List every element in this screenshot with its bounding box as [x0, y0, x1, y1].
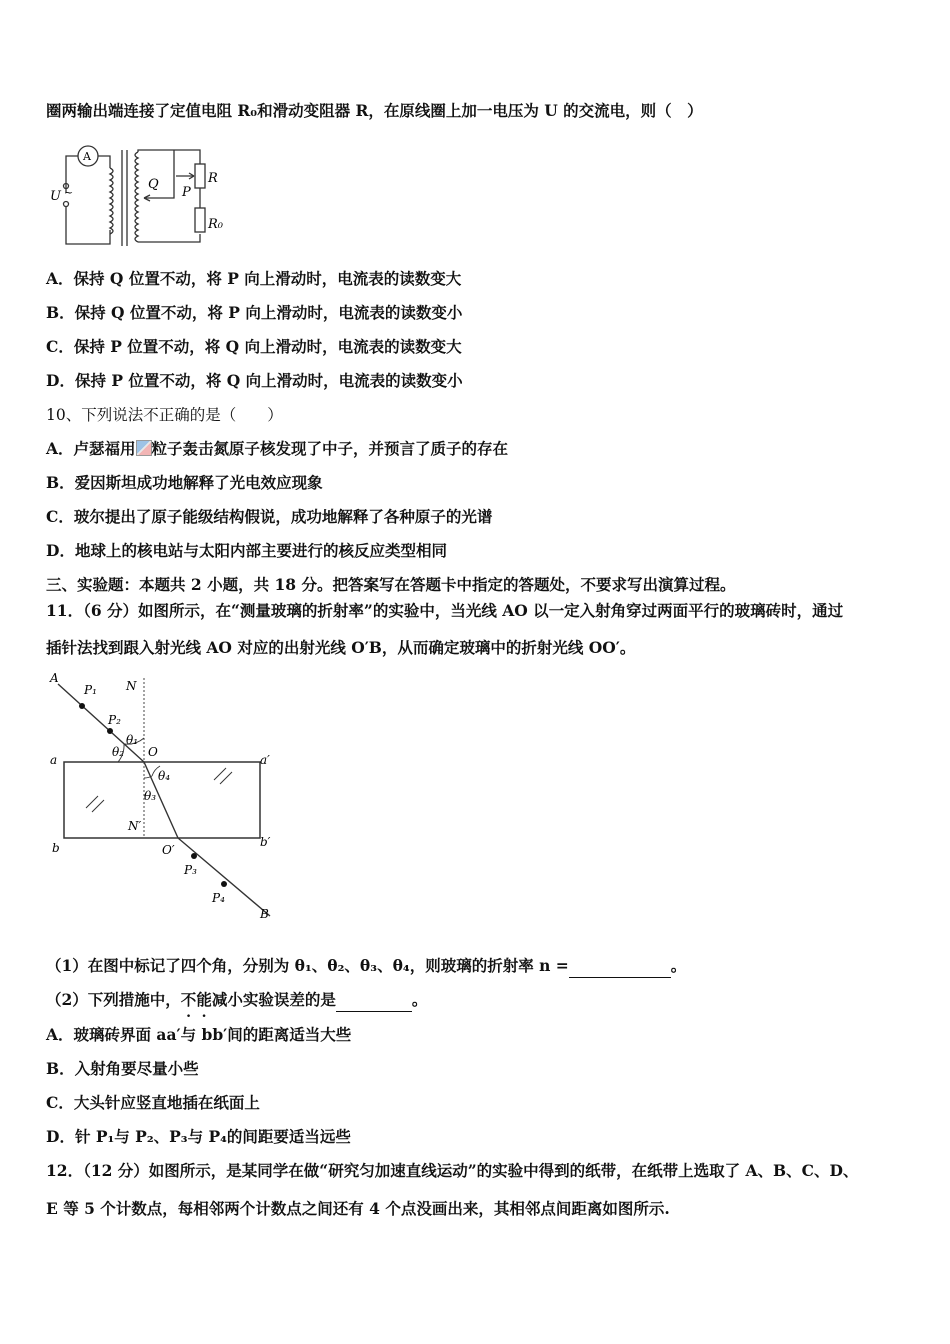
q10-option-d: D．地球上的核电站与太阳内部主要进行的核反应类型相同 [46, 541, 447, 560]
r-label: R [208, 171, 218, 186]
svg-text:~: ~ [64, 186, 74, 199]
label-O: O [148, 745, 158, 759]
q12-line2: E 等 5 个计数点，每相邻两个计数点之间还有 4 个点没画出来，其相邻点间距离如图所示. [46, 1199, 670, 1218]
label-P4: P₄ [212, 891, 225, 905]
q9-option-a: A．保持 Q 位置不动，将 P 向上滑动时，电流表的读数变大 [46, 269, 462, 288]
q12-line1: 12．（12 分）如图所示，是某同学在做“研究匀加速直线运动”的实验中得到的纸带，在纸带上选取了 A、B、C、D、 [46, 1161, 859, 1180]
label-a: a [50, 753, 58, 767]
q11-option-a: A．玻璃砖界面 aa′与 bb′间的距离适当大些 [46, 1025, 352, 1044]
answer-blank-1[interactable] [569, 955, 671, 978]
alpha-image-icon [136, 440, 152, 456]
q11-line1: 11．（6 分）如图所示，在“测量玻璃的折射率”的实验中，当光线 AO 以一定入射角穿过两面平行的玻璃砖时，通过 [46, 601, 844, 620]
q9-option-b: B．保持 Q 位置不动，将 P 向上滑动时，电流表的读数变小 [46, 303, 463, 322]
label-B: B [260, 907, 269, 921]
section3-header: 三、实验题：本题共 2 小题，共 18 分。把答案写在答题卡中指定的答题处，不要求写出演算过程。 [46, 575, 736, 594]
ammeter-label: A [83, 150, 91, 163]
label-theta3: θ₃ [144, 789, 157, 803]
transformer-circuit-diagram [44, 138, 234, 250]
q10-option-c: C．玻尔提出了原子能级结构假说，成功地解释了各种原子的光谱 [46, 507, 493, 526]
q11-sub2: （2）下列措施中，不能减小实验误差的是 。 [46, 989, 427, 1012]
glass-refraction-diagram [44, 668, 284, 928]
label-P3: P₃ [184, 863, 197, 877]
q10-option-b: B．爱因斯坦成功地解释了光电效应现象 [46, 473, 323, 492]
q11-option-b: B．入射角要尽量小些 [46, 1059, 199, 1078]
q11-option-c: C．大头针应竖直地插在纸面上 [46, 1093, 260, 1112]
label-N: N [126, 679, 137, 693]
p-label: P [182, 185, 191, 200]
label-P1: P₁ [84, 683, 97, 697]
q9-stem: 圈两输出端连接了定值电阻 R₀和滑动变阻器 R，在原线圈上加一电压为 U 的交流电，则（ ） [46, 101, 703, 120]
label-a-prime: a′ [260, 753, 270, 767]
label-theta4: θ₄ [158, 769, 171, 783]
q11-sub1: （1）在图中标记了四个角，分别为 θ₁、θ₂、θ₃、θ₄，则玻璃的折射率 n = 。 [46, 955, 686, 978]
q11-option-d: D．针 P₁与 P₂、P₃与 P₄的间距要适当远些 [46, 1127, 351, 1146]
label-P2: P₂ [108, 713, 121, 727]
voltage-label: U [50, 189, 61, 204]
label-theta1: θ₁ [126, 733, 139, 747]
q11-line2: 插针法找到跟入射光线 AO 对应的出射光线 O′B，从而确定玻璃中的折射光线 OO′。 [46, 638, 636, 657]
q9-option-c: C．保持 P 位置不动，将 Q 向上滑动时，电流表的读数变大 [46, 337, 462, 356]
label-A: A [50, 671, 59, 685]
q-label: Q [148, 177, 159, 192]
label-b: b [52, 841, 60, 855]
label-b-prime: b′ [260, 835, 271, 849]
label-theta2: θ₂ [112, 745, 125, 759]
q9-option-d: D．保持 P 位置不动，将 Q 向上滑动时，电流表的读数变小 [46, 371, 463, 390]
r0-label: R₀ [208, 217, 223, 232]
label-N-prime: N′ [128, 819, 142, 833]
answer-blank-2[interactable] [336, 989, 412, 1012]
q10-option-a: A．卢瑟福用 粒子轰击氮原子核发现了中子，并预言了质子的存在 [46, 439, 509, 458]
q10-stem: 10、下列说法不正确的是（ ） [46, 406, 283, 424]
label-O-prime: O′ [162, 843, 175, 857]
